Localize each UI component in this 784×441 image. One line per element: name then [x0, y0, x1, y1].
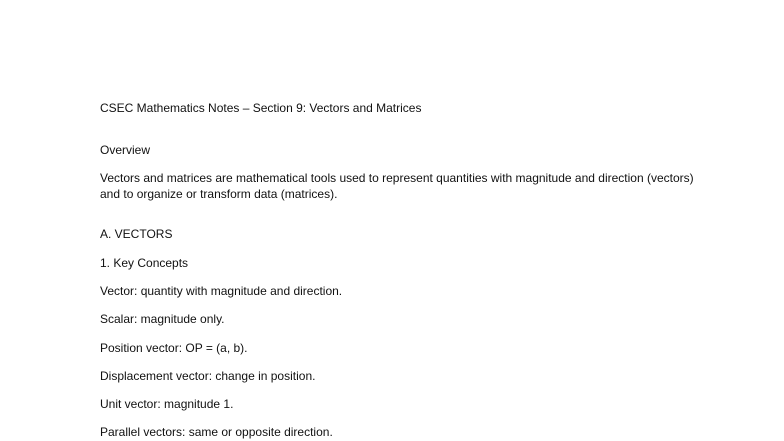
key-concept-parallel-vectors: Parallel vectors: same or opposite direction.: [100, 425, 333, 439]
document-title: CSEC Mathematics Notes – Section 9: Vectors and Matrices: [100, 101, 422, 115]
key-concept-vector: Vector: quantity with magnitude and direction.: [100, 284, 343, 298]
key-concept-position-vector: Position vector: OP = (a, b).: [100, 341, 248, 355]
overview-text: Vectors and matrices are mathematical tools used to represent quantities with magnitude and direction (vectors) and to organize or transform data (matrices).: [100, 171, 694, 201]
key-concept-displacement-vector: Displacement vector: change in position.: [100, 369, 316, 383]
key-concept-unit-vector: Unit vector: magnitude 1.: [100, 397, 234, 411]
subsection-1-heading: 1. Key Concepts: [100, 256, 189, 270]
section-a-heading: A. VECTORS: [100, 227, 173, 241]
overview-heading: Overview: [100, 143, 151, 157]
key-concept-scalar: Scalar: magnitude only.: [100, 312, 225, 326]
